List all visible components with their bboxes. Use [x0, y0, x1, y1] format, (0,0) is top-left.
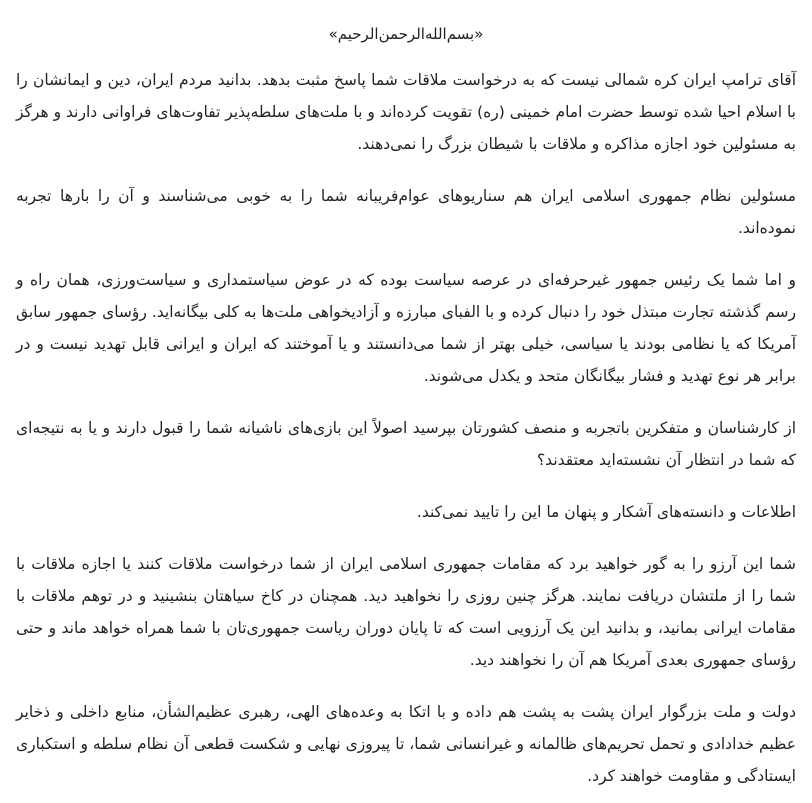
paragraph-3: و اما شما یک رئیس جمهور غیرحرفه‌ای در عرصه سیاست بوده که در عوض سیاستمداری و سیاست‌ورزی، همان راه و رسم گذشته تجارت مبتذل خود را دنبال کرده و با الفبای مبارزه و آزادیخواهی ملت‌ها به کلی بیگانه‌اید. رؤسای جمهور سابق آمریکا که یا نظامی بودند یا سیاسی، خیلی بهتر از شما می‌دانستند و یا آموختند که ایران و ایرانی قابل تهدید نیست و در برابر هر نوع تهدید و فشار بیگانگان متحد و یکدل می‌شوند. [16, 271, 796, 385]
paragraph-6: شما این آرزو را به گور خواهید برد که مقامات جمهوری اسلامی ایران از شما درخواست ملاقات کنند یا اجازه ملاقات با شما را از ملتشان دریافت نمایند. هرگز چنین روزی را نخواهید دید. همچنان در کاخ سیاهتان بنشینید و در توهم ملاقات با مقامات ایرانی بمانید، و بدانید این یک آرزویی است که تا پایان دوران ریاست جمهوری‌تان با شما همراه خواهد ماند و حتی رؤسای جمهوری بعدی آمریکا هم آن را نخواهند دید. [16, 555, 796, 669]
paragraph-5: اطلاعات و دانسته‌های آشکار و پنهان ما این را تایید نمی‌کند. [416, 503, 796, 521]
paragraph-1: آقای ترامپ ایران کره شمالی نیست که به درخواست ملاقات شما پاسخ مثبت بدهد. بدانید مردم ایران، دین و ایمانشان را با اسلام احیا شده توسط حضرت امام خمینی (ره) تقویت کرده‌اند و با ملت‌های سلطه‌پذیر تفاوت‌های فراوانی دارند و هرگز به مسئولین خود اجازه مذاکره و ملاقات با شیطان بزرگ را نمی‌دهند. [16, 71, 796, 153]
paragraph-4: از کارشناسان و متفکرین باتجربه و منصف کشورتان بپرسید اصولاً این بازی‌های ناشیانه شما را قبول دارند و یا به نتیجه‌ای که شما در انتظار آن نشسته‌اید معتقدند؟ [16, 419, 796, 469]
paragraph-7: دولت و ملت بزرگوار ایران پشت به پشت هم داده و با اتکا به وعده‌های الهی، رهبری عظیم‌الشأن، منابع داخلی و ذخایر عظیم خدادادی و تحمل تحریم‌های ظالمانه و غیرانسانی شما، تا پیروزی نهایی و شکست قطعی آن نظام سلطه و استکباری ایستادگی و مقاومت خواهند کرد. [16, 703, 796, 785]
document-title: «بسم‌الله‌الرحمن‌الرحیم» [328, 25, 484, 43]
paragraph-2: مسئولین نظام جمهوری اسلامی ایران هم سناریوهای عوام‌فریبانه شما را به خوبی می‌شناسند و آن را بارها تجربه نموده‌اند. [16, 187, 796, 237]
